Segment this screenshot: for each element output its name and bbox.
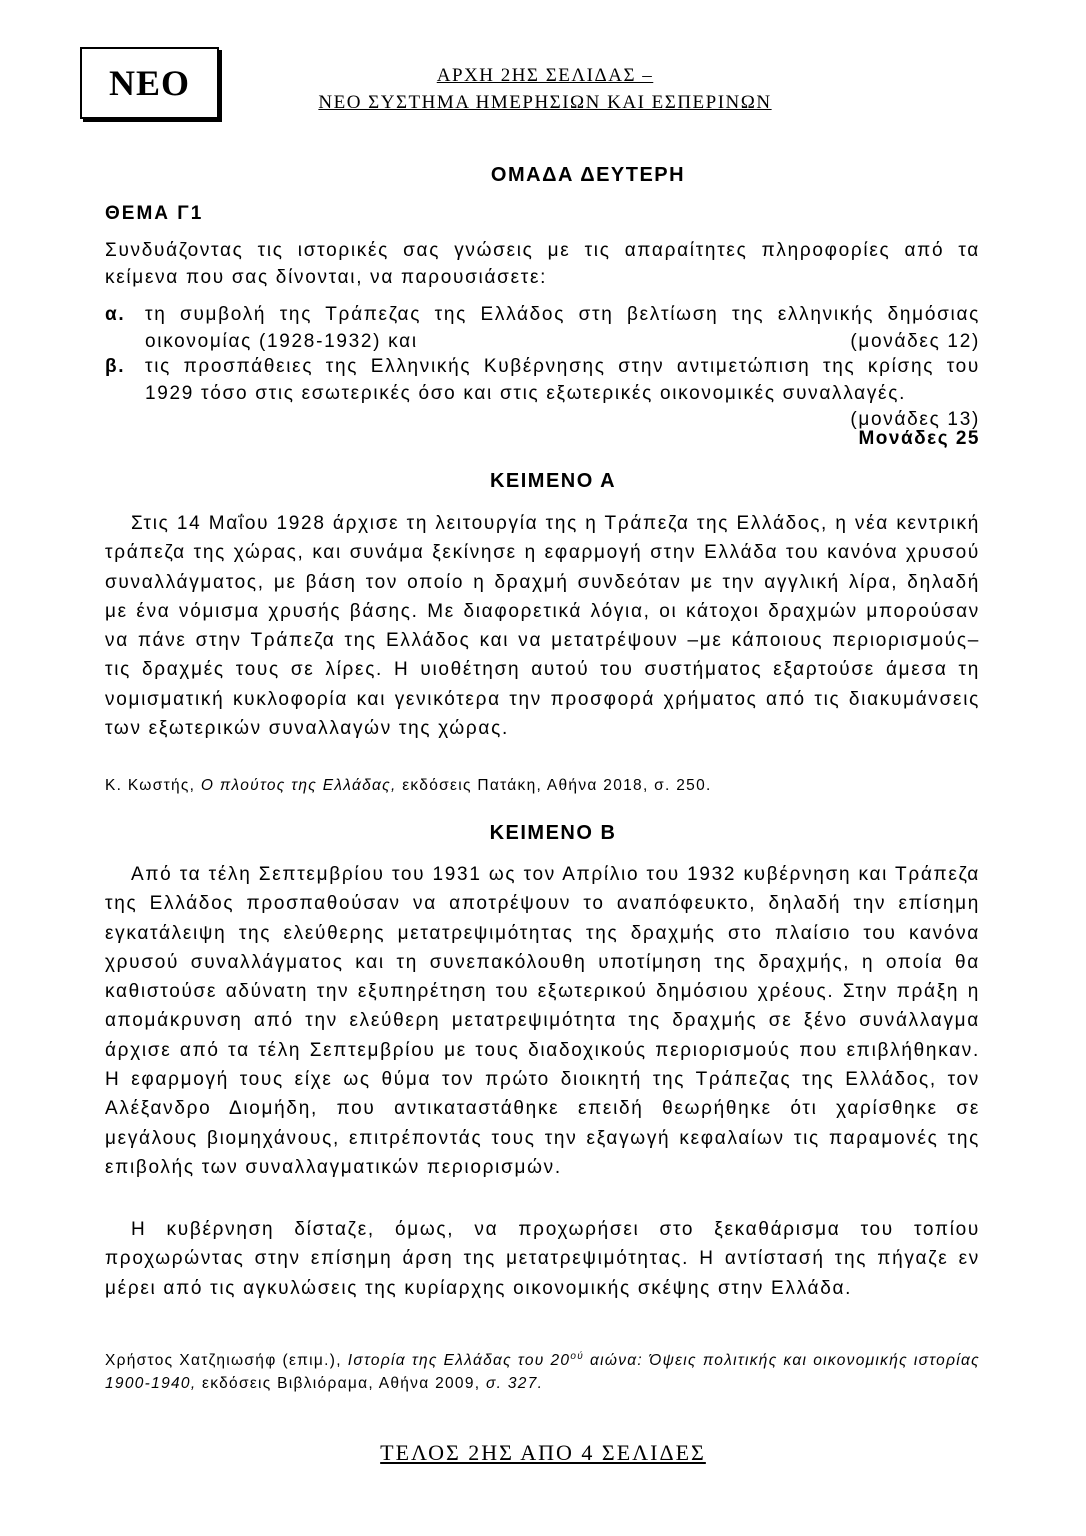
text-b-paragraph-1: Από τα τέλη Σεπτεμβρίου του 1931 ως τον Απρίλιο του 1932 κυβέρνηση και Τράπεζα της Ελλάδος προσπαθούσαν να αποτρέψουν το αναπόφευκτο, δηλαδή την επίσημη εγκατάλειψη της ελεύθερης μετατρεψιμότητας της δραχμής στο πλαίσιο του κανόνα χρυσού συναλλάγματος και τη συνεπακόλουθη υποτίμηση της δραχμής, η οποία θα καθιστούσε αδύνατη την εξυπηρέτηση του εξωτερικού δημόσιου χρέους. Στην πράξη η απομάκρυνση από την ελεύθερη μετατρεψιμότητα της δραχμής σε ξένο συνάλλαγμα άρχισε από τα τέλη Σεπτεμβρίου με τους διαδοχικούς περιορισμούς που επιβλήθηκαν. Η εφαρμογή τους είχε ως θύμα τον πρώτο διοικητή της Τράπεζας της Ελλάδος, τον Αλέξανδρο Διομήδη, που αντικαταστάθηκε επειδή θεωρήθηκε ότι χαρίσθηκε σε μεγάλους βιομηχάνους, επιτρέποντάς τους την εξαγωγή κεφαλαίων τις παραμονές της επιβολής των συναλλαγματικών περιορισμών. bbox=[105, 864, 980, 1178]
intro-text: Συνδυάζοντας τις ιστορικές σας γνώσεις με τις απαραίτητες πληροφορίες από τα κείμενα που σας δίνονται, να παρουσιάσετε: bbox=[105, 240, 980, 288]
text-b-source-title-b: αιώνα: Όψεις πολιτικής και οικονομικής ιστορίας 1900-1940, bbox=[105, 1352, 980, 1393]
question-a bbox=[105, 302, 980, 355]
text-a-source bbox=[105, 774, 980, 797]
question-b-marks: (μονάδες 13) bbox=[850, 409, 980, 430]
text-a-body: Στις 14 Μαΐου 1928 άρχισε τη λειτουργία της η Τράπεζα της Ελλάδος, η νέα κεντρική τράπεζα της χώρας, και συνάμα ξεκίνησε η εφαρμογή στην Ελλάδα του κανόνα χρυσού συναλλάγματος, με βάση τον οποίο η δραχμή συνδεόταν με την αγγλική λίρα, δηλαδή με ένα νόμισμα χρυσής βάσης. Με διαφορετικά λόγια, οι κάτοχοι δραχμών μπορούσαν να πάνε στην Τράπεζα της Ελλάδος και να μετατρέψουν –με κάποιους περιορισμούς– τις δραχμές τους σε λίρες. Η υιοθέτηση αυτού του συστήματος εξαρτούσε άμεσα τη νομισματική κυκλοφορία και γενικότερα την προσφορά χρήματος από τις διακυμάνσεις των εξωτερικών συναλλαγών της χώρας. bbox=[105, 513, 980, 740]
question-b-text: τις προσπάθειες της Ελληνικής Κυβέρνησης στην αντιμετώπιση της κρίσης του 1929 τόσο στις εσωτερικές όσο και στις εξωτερικές οικονομικές συναλλαγές. bbox=[145, 356, 980, 404]
total-marks: Μονάδες 25 bbox=[858, 428, 980, 449]
text-b-source-page: σ. 327. bbox=[486, 1375, 544, 1393]
question-b bbox=[105, 354, 980, 434]
text-a-title: ΚΕΙΜΕΝΟ Α bbox=[489, 470, 617, 492]
neo-badge: ΝΕΟ bbox=[80, 47, 219, 119]
question-a-text: τη συμβολή της Τράπεζας της Ελλάδος στη βελτίωση της ελληνικής δημόσιας οικονομίας (1928-1932) και bbox=[145, 304, 980, 352]
text-b-source-sup: ού bbox=[570, 1351, 585, 1362]
header-line-2: ΝΕΟ ΣΥΣΤΗΜΑ ΗΜΕΡΗΣΙΩΝ ΚΑΙ ΕΣΠΕΡΙΝΩΝ bbox=[318, 92, 772, 113]
page-footer: ΤΕΛΟΣ 2ΗΣ ΑΠΟ 4 ΣΕΛΙΔΕΣ bbox=[380, 1440, 706, 1465]
question-a-marks: (μονάδες 12) bbox=[850, 330, 980, 352]
theme-title: ΘΕΜΑ Γ1 bbox=[105, 203, 204, 224]
text-b-source-author: Χρήστος Χατζηιωσήφ (επιμ.), bbox=[105, 1352, 348, 1370]
text-a-source-rest: εκδόσεις Πατάκη, Αθήνα 2018, σ. 250. bbox=[396, 777, 712, 794]
text-b-source bbox=[105, 1345, 980, 1395]
text-b-source-title-a: Ιστορία της Ελλάδας του 20 bbox=[347, 1352, 571, 1370]
text-b-title: ΚΕΙΜΕΝΟ Β bbox=[489, 822, 617, 844]
text-a-source-title: Ο πλούτος της Ελλάδας, bbox=[200, 777, 397, 794]
text-b-paragraph-2: Η κυβέρνηση δίσταζε, όμως, να προχωρήσει στο ξεκαθάρισμα του τοπίου προχωρώντας στην επίσημη άρση της μετατρεψιμότητας. Η αντίστασή της πήγαζε εν μέρει από τις αγκυλώσεις της κυρίαρχης οικονομικής σκέψης στην Ελλάδα. bbox=[105, 1219, 980, 1299]
header-line-1: ΑΡΧΗ 2ΗΣ ΣΕΛΙΔΑΣ – bbox=[436, 65, 654, 86]
question-b-label: β. bbox=[105, 356, 126, 377]
group-title: ΟΜΑΔΑ ΔΕΥΤΕΡΗ bbox=[490, 164, 686, 186]
text-a-source-author: Κ. Κωστής, bbox=[105, 777, 201, 794]
question-a-label: α. bbox=[105, 304, 126, 325]
text-b-source-rest: εκδόσεις Βιβλιόραμα, Αθήνα 2009, bbox=[196, 1375, 486, 1393]
